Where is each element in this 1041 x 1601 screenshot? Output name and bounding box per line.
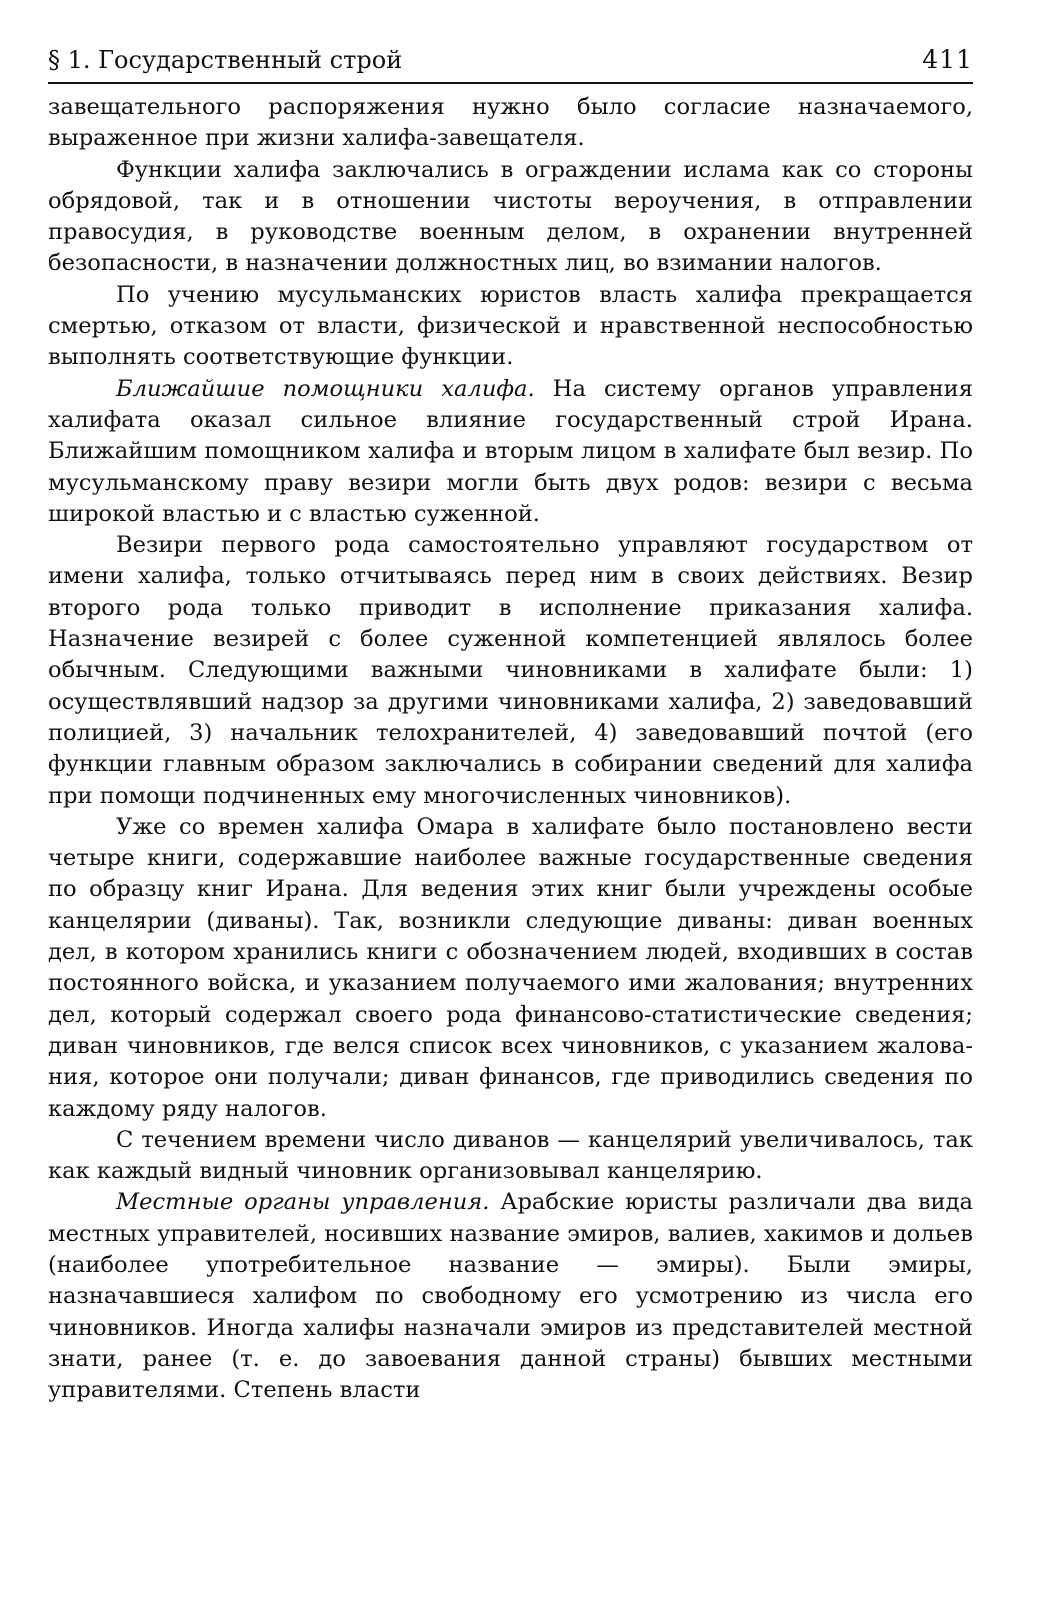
paragraph-text: Функции халифа заключались в ограждении ислама как со стороны обрядовой, так и в отношении чистоты вероучения, в отправлении правосудия, в руководстве военным делом, в охранении внутренней безопасности, в назначении должностных лиц, во взимании налогов.: [48, 156, 973, 277]
book-page: [48, 40, 973, 1406]
paragraph: [48, 155, 973, 280]
paragraph-text: По учению мусульманских юристов власть халифа прекращается смертью, отказом от власти, физической и нравственной неспособностью выполнять соответствующие функции.: [48, 281, 973, 371]
paragraph: [48, 92, 973, 155]
paragraph: [48, 374, 973, 530]
paragraph-text: завещательного распоряжения нужно было согласие назначаемого, выраженное при жизни халифа-завещателя.: [48, 94, 973, 152]
body-text: [48, 92, 973, 1406]
paragraph-heading: Местные органы управления.: [116, 1189, 490, 1216]
section-title: § 1. Государственный строй: [48, 46, 403, 74]
paragraph: [48, 280, 973, 374]
paragraph-text: Везири первого рода самостоятельно управляют государством от имени халифа, только отчитываясь перед ним в своих действиях. Везир второго рода только приводит в исполнение приказания халифа. Назначение везирей с более суженной компетенцией являлось более обычным. Следующими важными чиновниками в халифате были: 1) осуществлявший надзор за другими чиновниками халифа, 2) заведовавший полицией, 3) начальник телохранителей, 4) заведовавший почтой (его функции главным образом заключались в собирании сведений для халифа при помощи подчиненных ему многочисленных чиновников).: [48, 532, 973, 809]
paragraph-heading: Ближайшие помощники халифа.: [116, 375, 535, 402]
paragraph: [48, 1125, 973, 1188]
paragraph-text: Арабские юристы различали два вида местных управителей, носивших название эмиров, валиев, хакимов и дольев (наиболее употребительное название — эмиры). Были эмиры, назначавшиеся халифом по свободному его усмотрению из числа его чиновников. Иногда халифы назначали эмиров из представителей местной знати, ранее (т. е. до завоевания данной страны) бывших местными управителями. Степень власти: [48, 1189, 973, 1404]
paragraph-text: С течением времени число диванов — канцелярий увеличивалось, так как каждый видный чиновник организовывал канцелярию.: [48, 1126, 973, 1185]
paragraph: [48, 530, 973, 812]
paragraph: [48, 812, 973, 1125]
paragraph-text: Уже со времен халифа Омара в халифате было постановлено вести четыре книги, содержавшие наиболее важные государственные сведения по образцу книг Ирана. Для ведения этих книг были учреждены особые канцелярии (диваны). Так, возникли следующие диваны: диван военных дел, в котором хранились книги с обозначением людей, входивших в состав постоянного войска, и указанием получаемого ими жалования; внутренних дел, который содержал своего рода финансово-статистические сведения; диван чиновников, где велся список всех чиновников, с указанием жалования, которое они получали; диван финансов, где приводились сведения по каждому ряду налогов.: [48, 813, 973, 1122]
header-rule: [48, 82, 973, 84]
running-head: [48, 40, 973, 80]
paragraph: [48, 1187, 973, 1406]
page-number: 411: [922, 45, 973, 74]
paragraph-text: На систему органов управления халифата оказал сильное влияние государственный строй Ирана. Ближайшим помощником халифа и вторым лицом в халифате был везир. По мусульманскому праву везири могли быть двух родов: везири с весьма широкой властью и с властью суженной.: [48, 375, 973, 527]
